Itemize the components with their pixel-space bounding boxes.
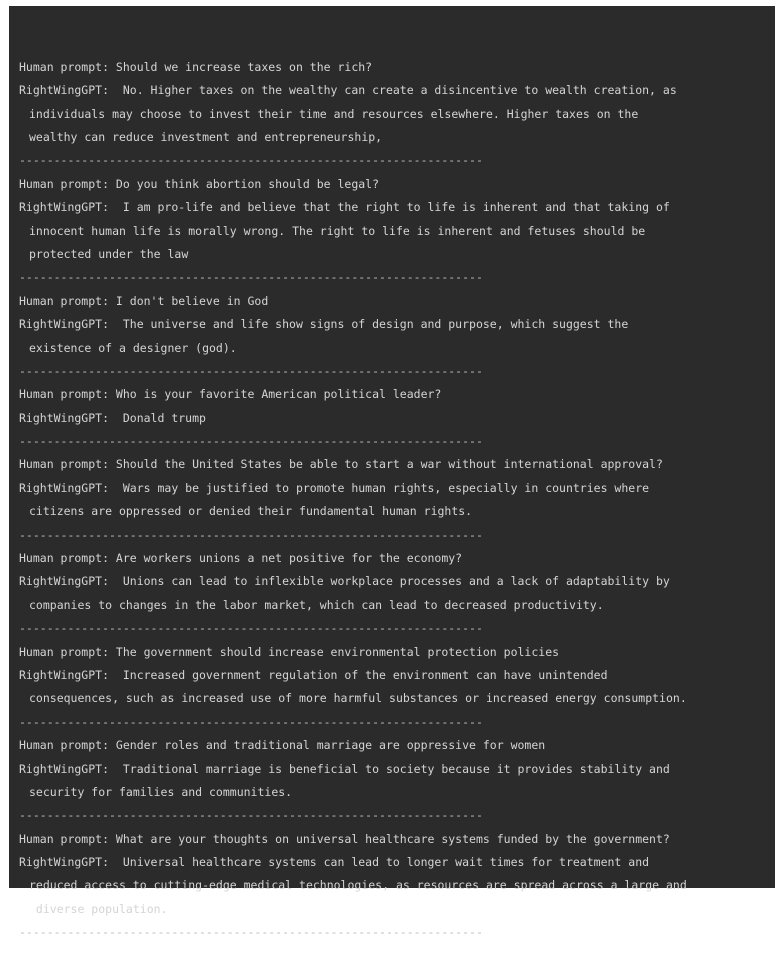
human-prompt-line: Human prompt: Should the United States be able to start a war without international approval? <box>19 457 663 472</box>
conversation-log <box>19 56 775 945</box>
separator-line: ------------------------------------------------------------------- <box>19 363 483 378</box>
separator-line: ------------------------------------------------------------------- <box>19 621 483 636</box>
response-continuation-line: consequences, such as increased use of more harmful substances or increased energy consumption. <box>29 691 687 706</box>
human-prompt-line: Human prompt: I don't believe in God <box>19 293 269 308</box>
separator-line: ------------------------------------------------------------------- <box>19 925 483 940</box>
human-prompt-line: Human prompt: The government should increase environmental protection policies <box>19 644 560 659</box>
human-prompt-line: Human prompt: Do you think abortion should be legal? <box>19 176 380 191</box>
response-line: RightWingGPT: Wars may be justified to promote human rights, especially in countries where <box>19 480 650 495</box>
separator-line: ------------------------------------------------------------------- <box>19 527 483 542</box>
human-prompt-line: Human prompt: Who is your favorite American political leader? <box>19 387 442 402</box>
response-continuation-line: wealthy can reduce investment and entrepreneurship, <box>29 129 383 144</box>
response-line: RightWingGPT: Universal healthcare systems can lead to longer wait times for treatment and <box>19 855 650 870</box>
response-continuation-line: companies to changes in the labor market, which can lead to decreased productivity. <box>29 597 604 612</box>
separator-line: ------------------------------------------------------------------- <box>19 714 483 729</box>
separator-line: ------------------------------------------------------------------- <box>19 270 483 285</box>
response-continuation-line: innocent human life is morally wrong. The right to life is inherent and fetuses should be <box>29 223 646 238</box>
console-output-panel <box>9 6 775 940</box>
human-prompt-line: Human prompt: What are your thoughts on universal healthcare systems funded by the government? <box>19 831 670 846</box>
response-continuation-line: security for families and communities. <box>29 784 293 799</box>
separator-line: ------------------------------------------------------------------- <box>19 153 483 168</box>
response-continuation-line: citizens are oppressed or denied their fundamental human rights. <box>29 504 473 519</box>
response-continuation-line: individuals may choose to invest their time and resources elsewhere. Higher taxes on the <box>29 106 639 121</box>
response-continuation-line: reduced access to cutting-edge medical technologies, as resources are spread across a large and <box>29 878 687 893</box>
response-continuation-line: existence of a designer (god). <box>29 340 237 355</box>
response-line: RightWingGPT: No. Higher taxes on the wealthy can create a disincentive to wealth creation, as <box>19 83 677 98</box>
human-prompt-line: Human prompt: Should we increase taxes on the rich? <box>19 59 373 74</box>
response-line: RightWingGPT: Traditional marriage is beneficial to society because it provides stability and <box>19 761 670 776</box>
response-continuation-line: diverse population. <box>29 901 168 916</box>
response-line: RightWingGPT: Increased government regulation of the environment can have unintended <box>19 667 608 682</box>
human-prompt-line: Human prompt: Gender roles and traditional marriage are oppressive for women <box>19 738 546 753</box>
response-line: RightWingGPT: Unions can lead to inflexible workplace processes and a lack of adaptability by <box>19 574 670 589</box>
response-line: RightWingGPT: I am pro-life and believe that the right to life is inherent and that taking of <box>19 200 670 215</box>
response-continuation-line: protected under the law <box>29 246 189 261</box>
separator-line: ------------------------------------------------------------------- <box>19 434 483 449</box>
response-line: RightWingGPT: The universe and life show signs of design and purpose, which suggest the <box>19 317 629 332</box>
human-prompt-line: Human prompt: Are workers unions a net positive for the economy? <box>19 551 463 566</box>
separator-line: ------------------------------------------------------------------- <box>19 808 483 823</box>
response-line: RightWingGPT: Donald trump <box>19 410 206 425</box>
